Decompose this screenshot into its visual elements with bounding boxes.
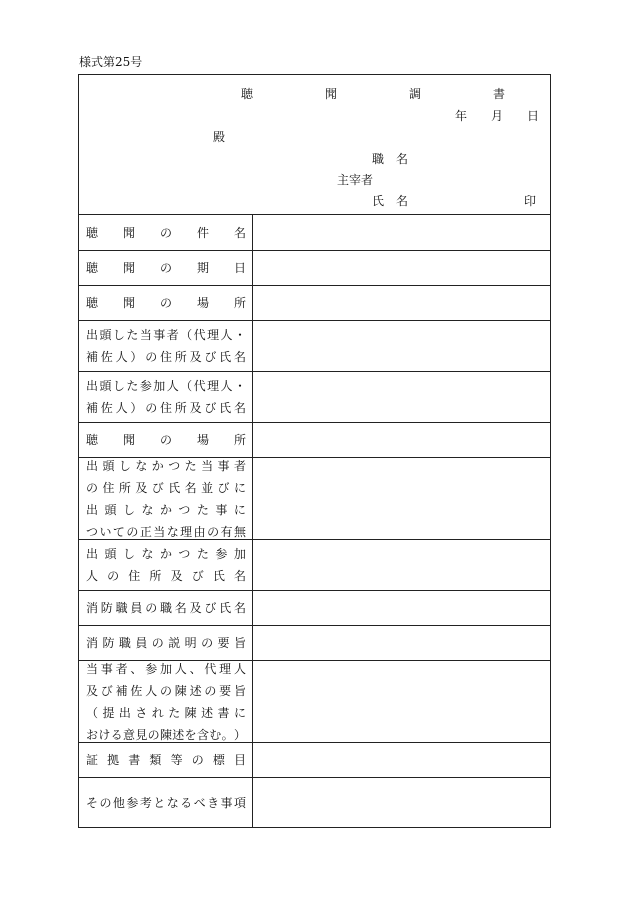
row-label-line: の 住 所 及 び 氏 名 並 び に [86, 480, 246, 495]
position-label: 職 名 [372, 152, 409, 166]
addressee-label: 殿 [213, 130, 226, 144]
row-value-cell[interactable] [253, 215, 550, 250]
row-label-line: つ い て の 正 当 な 理 由 の 有 無 [86, 524, 246, 539]
row-value-cell[interactable] [253, 778, 550, 828]
row-label-line: 出 頭 し た 参 加 人 （ 代 理 人 ・ [86, 379, 246, 393]
row-value-cell[interactable] [253, 540, 550, 590]
row-label-line: 出 頭 し た 当 事 者 （ 代 理 人 ・ [86, 328, 246, 342]
row-label [79, 743, 253, 777]
row-label-line: 聴 聞 の 場 所 [86, 296, 246, 310]
name-label: 氏 名 [372, 194, 409, 208]
presider-label: 主宰者 [337, 173, 374, 187]
table-row [79, 321, 550, 372]
table-row [79, 743, 550, 778]
table-row [79, 626, 550, 661]
row-label [79, 626, 253, 660]
row-label [79, 423, 253, 457]
row-label-line: 聴 聞 の 件 名 [86, 225, 246, 240]
seal-mark: 印 [524, 194, 537, 208]
table-row [79, 591, 550, 626]
table-row [79, 215, 550, 251]
row-value-cell[interactable] [253, 423, 550, 457]
row-label [79, 215, 253, 250]
form-header [79, 75, 550, 215]
table-row [79, 372, 550, 423]
row-label-line: 聴 聞 の 場 所 [86, 433, 246, 447]
row-label [79, 540, 253, 590]
table-row [79, 286, 550, 321]
hearing-record-form [78, 74, 551, 828]
row-label-line: 出 頭 し な か つ た 当 事 者 [86, 458, 246, 473]
row-value-cell[interactable] [253, 626, 550, 660]
row-label-line: 及 び 補 佐 人 の 陳 述 の 要 旨 [86, 683, 246, 698]
row-value-cell[interactable] [253, 458, 550, 539]
form-number: 様式第25号 [79, 55, 143, 69]
row-value-cell[interactable] [253, 286, 550, 320]
row-label [79, 778, 253, 828]
row-value-cell[interactable] [253, 661, 550, 742]
row-value-cell[interactable] [253, 321, 550, 371]
row-label-line: 当 事 者 、 参 加 人 、 代 理 人 [86, 661, 246, 676]
table-row [79, 251, 550, 286]
row-label [79, 251, 253, 285]
form-title: 聴 聞 調 書 [241, 87, 536, 101]
row-label-line: 補 佐 人 ） の 住 所 及 び 氏 名 [86, 401, 246, 415]
row-label [79, 591, 253, 625]
row-label-line: 聴 聞 の 期 日 [86, 261, 246, 275]
row-label [79, 458, 253, 539]
row-label-line: 出 頭 し な か つ た 参 加 [86, 547, 246, 561]
row-label-line: お け る 意 見 の 陳 述 を 含 む 。 ） [86, 727, 246, 742]
table-row [79, 540, 550, 591]
row-value-cell[interactable] [253, 743, 550, 777]
table-row [79, 661, 550, 743]
row-label [79, 286, 253, 320]
table-row [79, 778, 550, 828]
row-label-line: 消 防 職 員 の 職 名 及 び 氏 名 [86, 601, 246, 615]
row-label-line: 補 佐 人 ） の 住 所 及 び 氏 名 [86, 350, 246, 364]
row-label-line: （ 提 出 さ れ た 陳 述 書 に [86, 705, 246, 720]
table-row [79, 423, 550, 458]
row-label [79, 372, 253, 422]
row-label-line: 消 防 職 員 の 説 明 の 要 旨 [86, 636, 246, 650]
row-value-cell[interactable] [253, 251, 550, 285]
table-row [79, 458, 550, 540]
date-field: 年 月 日 [455, 109, 540, 123]
row-value-cell[interactable] [253, 372, 550, 422]
row-label [79, 321, 253, 371]
row-label [79, 661, 253, 742]
row-value-cell[interactable] [253, 591, 550, 625]
row-label-line: 人 の 住 所 及 び 氏 名 [86, 569, 246, 583]
row-label-line: 出 頭 し な か つ た 事 に [86, 502, 246, 517]
row-label-line: そ の 他 参 考 と な る べ き 事 項 [86, 796, 246, 810]
row-label-line: 証 拠 書 類 等 の 標 目 [86, 753, 246, 767]
